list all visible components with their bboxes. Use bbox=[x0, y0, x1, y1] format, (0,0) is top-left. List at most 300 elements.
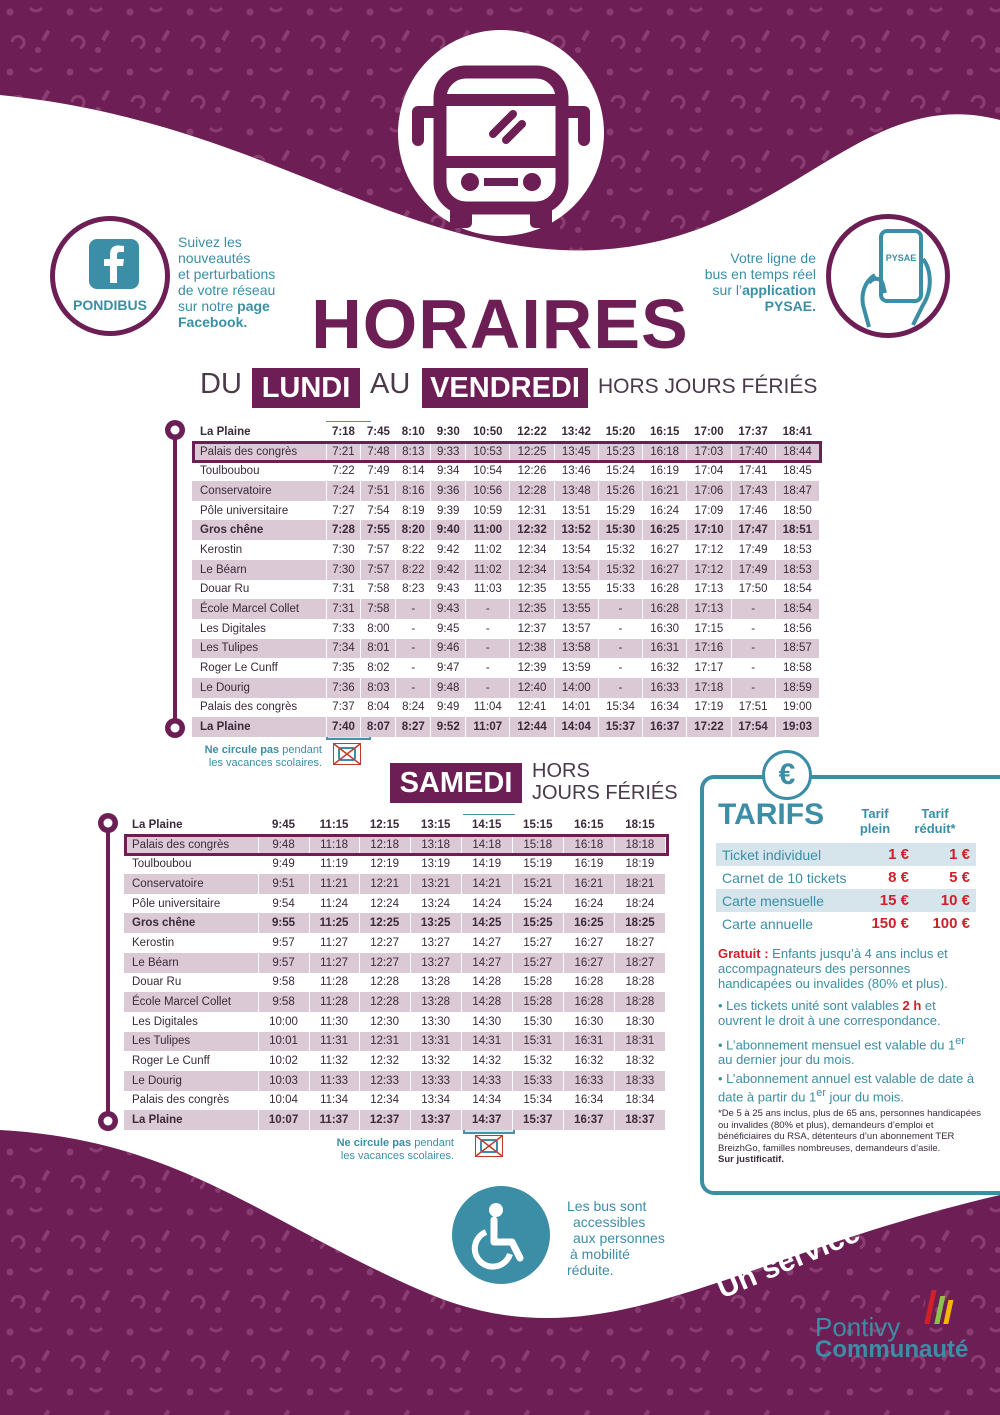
departure-time: 16:28 bbox=[643, 580, 687, 600]
departure-time: 11:02 bbox=[466, 560, 510, 580]
departure-time: 13:57 bbox=[554, 619, 598, 639]
departure-time: 7:58 bbox=[361, 599, 396, 619]
departure-time: - bbox=[598, 658, 642, 678]
departure-time: 18:44 bbox=[775, 442, 819, 462]
facebook-text: Suivez les nouveautés et perturbations de votre réseau sur notre page Facebook. bbox=[178, 234, 276, 330]
tarif-reduit-header: Tarif réduit* bbox=[914, 806, 956, 836]
departure-time: 13:55 bbox=[554, 580, 598, 600]
departure-time: 9:43 bbox=[431, 580, 466, 600]
departure-time: 10:07 bbox=[258, 1110, 309, 1130]
departure-time: 12:15 bbox=[359, 815, 410, 835]
departure-time: 15:18 bbox=[512, 835, 563, 855]
departure-time: 17:19 bbox=[687, 698, 731, 718]
departure-time: 18:53 bbox=[775, 560, 819, 580]
stop-name: Douar Ru bbox=[192, 580, 326, 600]
departure-time: 7:28 bbox=[326, 520, 361, 540]
departure-time: - bbox=[731, 619, 775, 639]
departure-time: 8:20 bbox=[396, 520, 431, 540]
departure-time: 12:37 bbox=[359, 1110, 410, 1130]
departure-time: 17:04 bbox=[687, 461, 731, 481]
departure-time: 14:00 bbox=[554, 678, 598, 698]
departure-time: 16:37 bbox=[643, 717, 687, 737]
weekday-palais-row-highlight bbox=[192, 441, 822, 463]
departure-time: 17:54 bbox=[731, 717, 775, 737]
departure-time: 18:28 bbox=[614, 992, 665, 1012]
timetable-row bbox=[192, 481, 820, 501]
timetable-row bbox=[124, 1032, 666, 1052]
departure-time: 16:27 bbox=[563, 933, 614, 953]
weekday-au: AU bbox=[370, 368, 411, 400]
departure-time: 13:31 bbox=[410, 1032, 461, 1052]
departure-time: 16:30 bbox=[563, 1012, 614, 1032]
departure-time: 11:18 bbox=[309, 835, 359, 855]
departure-time: 11:30 bbox=[309, 1012, 359, 1032]
departure-time: 18:54 bbox=[775, 599, 819, 619]
departure-time: 15:19 bbox=[512, 854, 563, 874]
departure-time: 12:34 bbox=[510, 560, 554, 580]
departure-time: 8:16 bbox=[396, 481, 431, 501]
departure-time: 11:34 bbox=[309, 1091, 359, 1111]
departure-time: 9:58 bbox=[258, 973, 309, 993]
departure-time: 10:59 bbox=[466, 501, 510, 521]
saturday-suffix-line1: HORS bbox=[532, 760, 590, 782]
departure-time: 15:32 bbox=[598, 560, 642, 580]
stop-name: Le Béarn bbox=[124, 953, 258, 973]
departure-time: 16:30 bbox=[643, 619, 687, 639]
departure-time: 18:25 bbox=[614, 913, 665, 933]
departure-time: 7:40 bbox=[326, 717, 361, 737]
departure-time: 15:20 bbox=[598, 422, 642, 442]
departure-time: - bbox=[396, 678, 431, 698]
departure-time: 15:33 bbox=[598, 580, 642, 600]
departure-time: 9:48 bbox=[431, 678, 466, 698]
departure-time: 9:45 bbox=[258, 815, 309, 835]
departure-time: 8:23 bbox=[396, 580, 431, 600]
departure-time: 16:27 bbox=[643, 560, 687, 580]
timetable-row bbox=[124, 815, 666, 835]
departure-time: 14:25 bbox=[461, 913, 512, 933]
departure-time: 14:31 bbox=[461, 1032, 512, 1052]
departure-time: 9:58 bbox=[258, 992, 309, 1012]
timetable-row bbox=[192, 717, 820, 737]
stop-name: La Plaine bbox=[124, 815, 258, 835]
tarifs-title: TARIFS bbox=[718, 798, 825, 831]
departure-time: 8:22 bbox=[396, 560, 431, 580]
departure-time: 9:49 bbox=[431, 698, 466, 718]
departure-time: 12:25 bbox=[510, 442, 554, 462]
departure-time: 14:18 bbox=[461, 835, 512, 855]
stop-name: Kerostin bbox=[192, 540, 326, 560]
stop-name: Gros chêne bbox=[192, 520, 326, 540]
departure-time: - bbox=[396, 619, 431, 639]
departure-time: 7:21 bbox=[326, 442, 361, 462]
stop-name: Le Béarn bbox=[192, 560, 326, 580]
departure-time: 16:27 bbox=[643, 540, 687, 560]
stop-name: Le Dourig bbox=[192, 678, 326, 698]
accessibility-text: Les bus sont accessibles aux personnes à mobilité réduite. bbox=[567, 1198, 665, 1278]
departure-time: 19:00 bbox=[775, 698, 819, 718]
stop-name: Roger Le Cunff bbox=[192, 658, 326, 678]
departure-time: 18:28 bbox=[614, 973, 665, 993]
weekday-route-line bbox=[160, 416, 190, 742]
departure-time: 11:31 bbox=[309, 1032, 359, 1052]
departure-time: 12:38 bbox=[510, 639, 554, 659]
departure-time: 7:34 bbox=[326, 639, 361, 659]
departure-time: 15:32 bbox=[512, 1051, 563, 1071]
departure-time: 13:30 bbox=[410, 1012, 461, 1032]
timetable-row bbox=[192, 580, 820, 600]
departure-time: 16:33 bbox=[643, 678, 687, 698]
departure-time: 14:24 bbox=[461, 894, 512, 914]
departure-time: 9:34 bbox=[431, 461, 466, 481]
timetable-row bbox=[192, 520, 820, 540]
departure-time: 7:33 bbox=[326, 619, 361, 639]
departure-time: 10:00 bbox=[258, 1012, 309, 1032]
departure-time: 13:25 bbox=[410, 913, 461, 933]
departure-time: 17:46 bbox=[731, 501, 775, 521]
departure-time: 11:24 bbox=[309, 894, 359, 914]
departure-time: 12:39 bbox=[510, 658, 554, 678]
weekday-du: DU bbox=[200, 368, 242, 400]
departure-time: 9:48 bbox=[258, 835, 309, 855]
departure-time: 17:12 bbox=[687, 540, 731, 560]
departure-time: 13:45 bbox=[554, 442, 598, 462]
departure-time: 8:02 bbox=[361, 658, 396, 678]
departure-time: 13:28 bbox=[410, 973, 461, 993]
departure-time: 18:56 bbox=[775, 619, 819, 639]
departure-time: 11:27 bbox=[309, 953, 359, 973]
departure-time: 12:32 bbox=[359, 1051, 410, 1071]
timetable-row bbox=[124, 1071, 666, 1091]
departure-time: 16:25 bbox=[643, 520, 687, 540]
departure-time: 7:30 bbox=[326, 540, 361, 560]
stop-name: Les Digitales bbox=[124, 1012, 258, 1032]
departure-time: 16:24 bbox=[643, 501, 687, 521]
departure-time: 12:30 bbox=[359, 1012, 410, 1032]
departure-time: 7:31 bbox=[326, 599, 361, 619]
departure-time: 18:31 bbox=[614, 1032, 665, 1052]
departure-time: 15:23 bbox=[598, 442, 642, 462]
departure-time: 8:14 bbox=[396, 461, 431, 481]
departure-time: 13:18 bbox=[410, 835, 461, 855]
departure-time: 13:55 bbox=[554, 599, 598, 619]
timetable-row bbox=[124, 973, 666, 993]
departure-time: 17:43 bbox=[731, 481, 775, 501]
departure-time: 7:51 bbox=[361, 481, 396, 501]
departure-time: 12:32 bbox=[510, 520, 554, 540]
departure-time: 13:54 bbox=[554, 560, 598, 580]
departure-time: 18:27 bbox=[614, 933, 665, 953]
departure-time: 11:25 bbox=[309, 913, 359, 933]
departure-time: 8:04 bbox=[361, 698, 396, 718]
departure-time: 17:10 bbox=[687, 520, 731, 540]
stop-name: Palais des congrès bbox=[192, 442, 326, 462]
departure-time: 17:49 bbox=[731, 560, 775, 580]
no-school-bus-icon-saturday bbox=[475, 1135, 503, 1157]
departure-time: 14:28 bbox=[461, 992, 512, 1012]
departure-time: - bbox=[598, 599, 642, 619]
departure-time: 13:48 bbox=[554, 481, 598, 501]
departure-time: 12:35 bbox=[510, 580, 554, 600]
departure-time: 10:53 bbox=[466, 442, 510, 462]
departure-time: 13:58 bbox=[554, 639, 598, 659]
departure-time: 14:27 bbox=[461, 933, 512, 953]
departure-time: 11:02 bbox=[466, 540, 510, 560]
departure-time: 7:54 bbox=[361, 501, 396, 521]
departure-time: 16:34 bbox=[563, 1091, 614, 1111]
departure-time: 12:31 bbox=[359, 1032, 410, 1052]
departure-time: 8:24 bbox=[396, 698, 431, 718]
tarif-gratuit: Gratuit : Enfants jusqu’à 4 ans inclus et accompagnateurs des personnes handicapées ou invalides (80% et plus). bbox=[718, 946, 948, 991]
departure-time: 13:15 bbox=[410, 815, 461, 835]
departure-time: 10:56 bbox=[466, 481, 510, 501]
departure-time: 17:16 bbox=[687, 639, 731, 659]
timetable-row bbox=[192, 560, 820, 580]
saturday-badge: SAMEDI bbox=[390, 763, 522, 803]
departure-time: - bbox=[731, 639, 775, 659]
departure-time: 12:25 bbox=[359, 913, 410, 933]
departure-time: 18:58 bbox=[775, 658, 819, 678]
departure-time: 14:04 bbox=[554, 717, 598, 737]
departure-time: 9:49 bbox=[258, 854, 309, 874]
departure-time: 7:45 bbox=[361, 422, 396, 442]
departure-time: 13:34 bbox=[410, 1091, 461, 1111]
departure-time: 17:22 bbox=[687, 717, 731, 737]
departure-time: 13:42 bbox=[554, 422, 598, 442]
departure-time: 11:27 bbox=[309, 933, 359, 953]
timetable-row bbox=[192, 698, 820, 718]
departure-time: 12:22 bbox=[510, 422, 554, 442]
stop-name: Toulboubou bbox=[124, 854, 258, 874]
departure-time: 9:33 bbox=[431, 442, 466, 462]
departure-time: 12:28 bbox=[359, 992, 410, 1012]
saturday-suffix-line2: JOURS FÉRIÉS bbox=[532, 782, 678, 804]
departure-time: 16:28 bbox=[563, 992, 614, 1012]
stop-name: Palais des congrès bbox=[124, 835, 258, 855]
departure-time: 17:51 bbox=[731, 698, 775, 718]
stop-name: Roger Le Cunff bbox=[124, 1051, 258, 1071]
departure-time: - bbox=[598, 639, 642, 659]
departure-time: 8:19 bbox=[396, 501, 431, 521]
departure-time: 14:19 bbox=[461, 854, 512, 874]
departure-time: 18:30 bbox=[614, 1012, 665, 1032]
departure-time: 7:36 bbox=[326, 678, 361, 698]
departure-time: 18:51 bbox=[775, 520, 819, 540]
weekday-vendredi-badge: VENDREDI bbox=[422, 368, 588, 408]
departure-time: 15:25 bbox=[512, 913, 563, 933]
departure-time: 14:32 bbox=[461, 1051, 512, 1071]
departure-time: 14:27 bbox=[461, 953, 512, 973]
departure-time: 11:28 bbox=[309, 992, 359, 1012]
departure-time: 17:37 bbox=[731, 422, 775, 442]
departure-time: 15:30 bbox=[512, 1012, 563, 1032]
departure-time: 12:34 bbox=[510, 540, 554, 560]
departure-time: 15:37 bbox=[512, 1110, 563, 1130]
departure-time: 8:03 bbox=[361, 678, 396, 698]
timetable-row bbox=[124, 1051, 666, 1071]
brand-name-line2: Communauté bbox=[815, 1336, 969, 1363]
departure-time: 13:59 bbox=[554, 658, 598, 678]
departure-time: 16:27 bbox=[563, 953, 614, 973]
departure-time: 12:41 bbox=[510, 698, 554, 718]
departure-time: 14:21 bbox=[461, 874, 512, 894]
departure-time: 18:19 bbox=[614, 854, 665, 874]
pysae-phone-label: PYSAE bbox=[885, 253, 917, 263]
departure-time: - bbox=[396, 658, 431, 678]
departure-time: 17:12 bbox=[687, 560, 731, 580]
departure-time: 13:28 bbox=[410, 992, 461, 1012]
departure-time: - bbox=[466, 599, 510, 619]
stop-name: La Plaine bbox=[192, 422, 326, 442]
departure-time: 8:22 bbox=[396, 540, 431, 560]
departure-time: 18:37 bbox=[614, 1110, 665, 1130]
departure-time: 9:55 bbox=[258, 913, 309, 933]
timetable-row bbox=[192, 422, 820, 442]
departure-time: 15:33 bbox=[512, 1071, 563, 1091]
timetable-row bbox=[192, 461, 820, 481]
departure-time: 14:37 bbox=[461, 1110, 512, 1130]
stop-name: Kerostin bbox=[124, 933, 258, 953]
departure-time: 17:41 bbox=[731, 461, 775, 481]
departure-time: 7:57 bbox=[361, 560, 396, 580]
departure-time: 11:33 bbox=[309, 1071, 359, 1091]
departure-time: - bbox=[731, 658, 775, 678]
departure-time: 18:15 bbox=[614, 815, 665, 835]
departure-time: 9:39 bbox=[431, 501, 466, 521]
stop-name: Pôle universitaire bbox=[192, 501, 326, 521]
departure-time: 7:48 bbox=[361, 442, 396, 462]
departure-time: - bbox=[598, 619, 642, 639]
tarif-plein-header: Tarif plein bbox=[859, 806, 891, 836]
facebook-label: PONDIBUS bbox=[73, 297, 147, 313]
departure-time: 15:37 bbox=[598, 717, 642, 737]
departure-time: 18:57 bbox=[775, 639, 819, 659]
departure-time: 16:31 bbox=[563, 1032, 614, 1052]
departure-time: - bbox=[466, 658, 510, 678]
departure-time: 16:31 bbox=[643, 639, 687, 659]
departure-time: 13:46 bbox=[554, 461, 598, 481]
departure-time: 17:13 bbox=[687, 580, 731, 600]
stop-name: Douar Ru bbox=[124, 973, 258, 993]
saturday-timetable bbox=[124, 815, 666, 1130]
departure-time: 13:24 bbox=[410, 894, 461, 914]
departure-time: 12:28 bbox=[359, 973, 410, 993]
service-tagline: Un service bbox=[712, 1215, 865, 1306]
departure-time: 11:03 bbox=[466, 580, 510, 600]
departure-time: 12:35 bbox=[510, 599, 554, 619]
departure-time: 18:21 bbox=[614, 874, 665, 894]
departure-time: 15:31 bbox=[512, 1032, 563, 1052]
departure-time: 12:33 bbox=[359, 1071, 410, 1091]
tarif-bullet-mensuel: • L’abonnement mensuel est valable du 1er au dernier jour du mois. bbox=[718, 1035, 965, 1068]
departure-time: 12:31 bbox=[510, 501, 554, 521]
departure-time: 13:27 bbox=[410, 953, 461, 973]
departure-time: 9:42 bbox=[431, 540, 466, 560]
tarif-row: Ticket individuel 1 € 1 € bbox=[716, 843, 976, 866]
departure-time: 9:51 bbox=[258, 874, 309, 894]
departure-time: 16:21 bbox=[643, 481, 687, 501]
stop-name: Les Tulipes bbox=[192, 639, 326, 659]
departure-time: 13:19 bbox=[410, 854, 461, 874]
stop-name: La Plaine bbox=[192, 717, 326, 737]
departure-time: 9:40 bbox=[431, 520, 466, 540]
departure-time: 13:21 bbox=[410, 874, 461, 894]
departure-time: - bbox=[466, 619, 510, 639]
timetable-row bbox=[124, 1091, 666, 1111]
pontivy-logo-mark bbox=[918, 1288, 960, 1333]
tarif-bullet-annuel: • L’abonnement annuel est valable de date à date à partir du 1er jour du mois. bbox=[718, 1071, 975, 1105]
departure-time: 17:17 bbox=[687, 658, 731, 678]
stop-name: Les Tulipes bbox=[124, 1032, 258, 1052]
departure-time: 11:37 bbox=[309, 1110, 359, 1130]
stop-name: Conservatoire bbox=[192, 481, 326, 501]
departure-time: 17:40 bbox=[731, 442, 775, 462]
departure-time: 17:49 bbox=[731, 540, 775, 560]
stop-name: Palais des congrès bbox=[124, 1091, 258, 1111]
departure-time: 12:44 bbox=[510, 717, 554, 737]
departure-time: 18:41 bbox=[775, 422, 819, 442]
bus-logo-circle bbox=[398, 30, 604, 236]
departure-time: 14:34 bbox=[461, 1091, 512, 1111]
departure-time: 12:28 bbox=[510, 481, 554, 501]
timetable-row bbox=[192, 678, 820, 698]
timetable-row bbox=[124, 992, 666, 1012]
timetable-row bbox=[124, 1110, 666, 1130]
tarifs-table bbox=[716, 843, 976, 935]
stop-name: Gros chêne bbox=[124, 913, 258, 933]
departure-time: 14:30 bbox=[461, 1012, 512, 1032]
departure-time: 13:27 bbox=[410, 933, 461, 953]
departure-time: 16:19 bbox=[643, 461, 687, 481]
departure-time: 16:37 bbox=[563, 1110, 614, 1130]
departure-time: 14:28 bbox=[461, 973, 512, 993]
departure-time: 15:29 bbox=[598, 501, 642, 521]
stop-name: Conservatoire bbox=[124, 874, 258, 894]
departure-time: 16:15 bbox=[643, 422, 687, 442]
departure-time: 9:42 bbox=[431, 560, 466, 580]
departure-time: 15:34 bbox=[598, 698, 642, 718]
tarif-bullet-tickets: • Les tickets unité sont valables 2 h et ouvrent le droit à une correspondance. bbox=[718, 998, 941, 1028]
departure-time: 8:00 bbox=[361, 619, 396, 639]
departure-time: 15:30 bbox=[598, 520, 642, 540]
departure-time: 18:32 bbox=[614, 1051, 665, 1071]
departure-time: 18:47 bbox=[775, 481, 819, 501]
departure-time: 18:45 bbox=[775, 461, 819, 481]
departure-time: 15:24 bbox=[512, 894, 563, 914]
timetable-row bbox=[124, 933, 666, 953]
saturday-route-line bbox=[93, 809, 123, 1135]
departure-time: 8:10 bbox=[396, 422, 431, 442]
departure-time: 18:33 bbox=[614, 1071, 665, 1091]
departure-time: - bbox=[598, 678, 642, 698]
departure-time: 7:18 bbox=[326, 422, 361, 442]
departure-time: 10:50 bbox=[466, 422, 510, 442]
departure-time: 11:07 bbox=[466, 717, 510, 737]
stop-name: La Plaine bbox=[124, 1110, 258, 1130]
departure-time: 7:24 bbox=[326, 481, 361, 501]
departure-time: 14:33 bbox=[461, 1071, 512, 1091]
departure-time: 11:00 bbox=[466, 520, 510, 540]
departure-time: - bbox=[396, 599, 431, 619]
departure-time: 17:18 bbox=[687, 678, 731, 698]
departure-time: 11:32 bbox=[309, 1051, 359, 1071]
bus-icon bbox=[398, 30, 604, 236]
departure-time: 17:13 bbox=[687, 599, 731, 619]
departure-time: 12:19 bbox=[359, 854, 410, 874]
departure-time: 17:47 bbox=[731, 520, 775, 540]
weekday-school-note: Ne circule pas pendant les vacances scolaires. bbox=[204, 744, 322, 769]
departure-time: 18:50 bbox=[775, 501, 819, 521]
